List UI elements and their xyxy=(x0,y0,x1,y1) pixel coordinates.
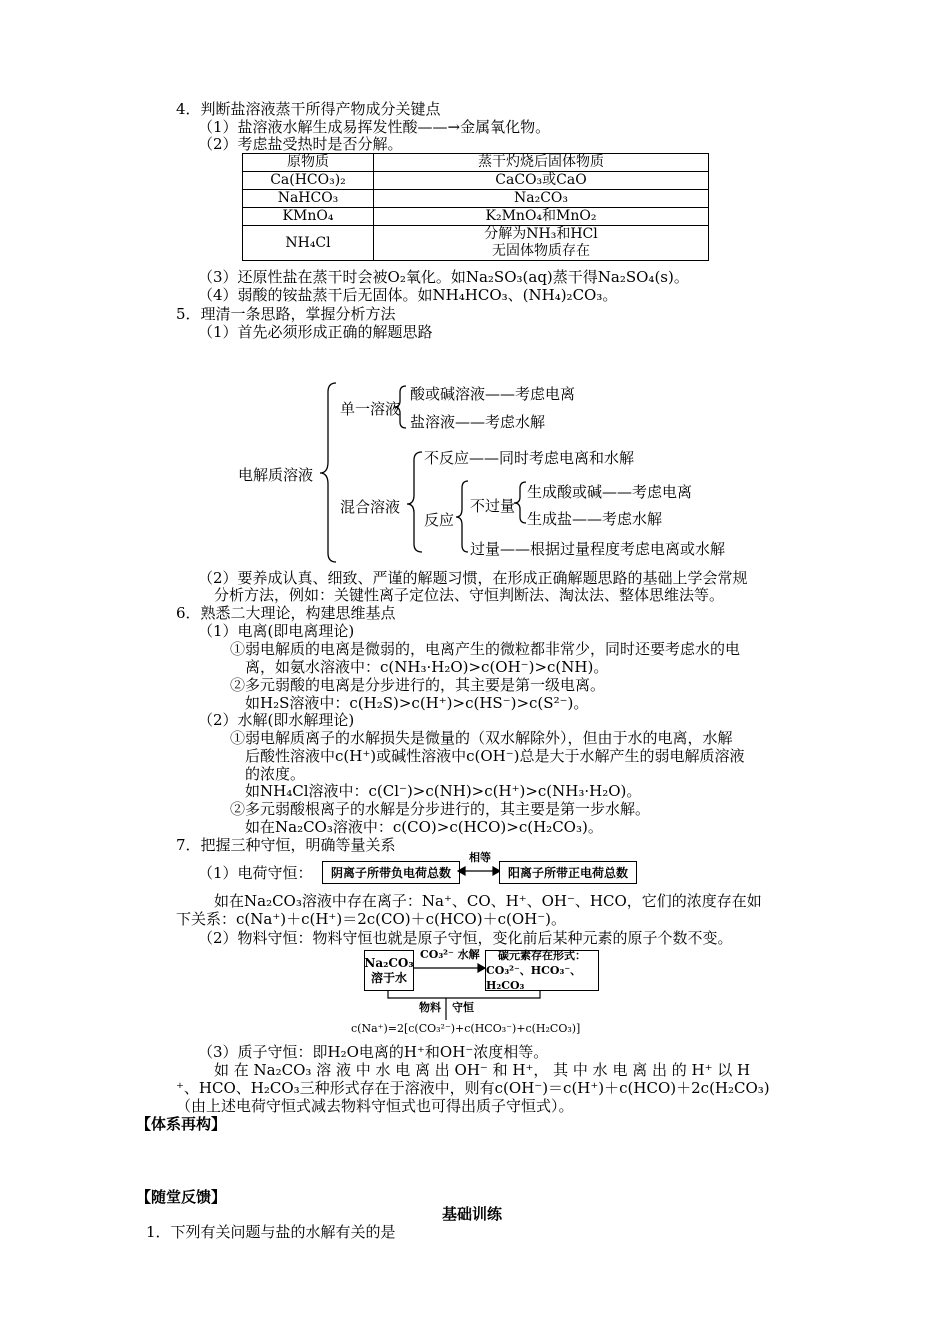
material-label-left: 物料 xyxy=(419,1001,441,1014)
section-6-p1a2: 离，如氨水溶液中：c(NH₃·H₂O)>c(OH⁻)>c(NH)。 xyxy=(245,658,609,676)
table-cell: KMnO₄ xyxy=(243,208,374,226)
tree-salt: 盐溶液——考虑水解 xyxy=(410,413,546,431)
table-header-row xyxy=(243,154,709,172)
table-cell: K₂MnO₄和MnO₂ xyxy=(374,208,709,226)
section-4-title: 4．判断盐溶液蒸干所得产物成分关键点 xyxy=(176,100,441,118)
section-4-p4: （4）弱酸的铵盐蒸干后无固体。如NH₄HCO₃、(NH₄)₂CO₃。 xyxy=(198,286,618,304)
table-cell-line: 分解为NH₃和HCl xyxy=(484,226,598,242)
table-header: 蒸干灼烧后固体物质 xyxy=(374,154,709,172)
heading-system-rebuild: 【体系再构】 xyxy=(136,1115,227,1133)
table-row xyxy=(243,208,709,226)
section-7-p1a: 如在Na₂CO₃溶液中存在离子：Na⁺、CO、H⁺、OH⁻、HCO，它们的浓度存在如 xyxy=(214,892,762,910)
section-5-p2b: 分析方法，例如：关键性离子定位法、守恒判断法、淘汰法、整体思维法等。 xyxy=(214,586,725,604)
tree-acid-base: 酸或碱溶液——考虑电离 xyxy=(410,385,576,403)
tree-root: 电解质溶液 xyxy=(238,466,314,484)
section-6-p2c: 如在Na₂CO₃溶液中：c(CO)>c(HCO)>c(H₂CO₃)。 xyxy=(245,818,603,836)
table-cell: Ca(HCO₃)₂ xyxy=(243,172,374,190)
tree-mixed: 混合溶液 xyxy=(340,498,401,516)
box-na2co3-line2: 溶于水 xyxy=(370,970,407,985)
section-6-p1b: ②多元弱酸的电离是分步进行的，其主要是第一级电离。 xyxy=(230,676,606,694)
section-6-title: 6．熟悉二大理论，构建思维基点 xyxy=(176,604,396,622)
tree-react: 反应 xyxy=(424,511,455,529)
table-cell-line: 无固体物质存在 xyxy=(492,243,590,259)
question-1: 1．下列有关问题与盐的水解有关的是 xyxy=(146,1223,396,1241)
box-na2co3-line1: Na₂CO₃ xyxy=(364,955,414,970)
section-5-title: 5．理清一条思路，掌握分析方法 xyxy=(176,305,396,323)
section-6-p2a1: ①弱电解质离子的水解损失是微量的（双水解除外），但由于水的电离，水解 xyxy=(230,729,733,747)
table-row xyxy=(243,172,709,190)
heading-feedback: 【随堂反馈】 xyxy=(136,1188,227,1206)
section-7-p3: （3）质子守恒：即H₂O电离的H⁺和OH⁻浓度相等。 xyxy=(198,1043,549,1061)
table-cell: NH₄Cl xyxy=(243,226,374,261)
section-4-p1: （1）盐溶液水解生成易挥发性酸——→金属氧化物。 xyxy=(198,118,551,136)
salt-table xyxy=(242,153,709,261)
table-cell: CaCO₃或CaO xyxy=(374,172,709,190)
section-4-p3: （3）还原性盐在蒸干时会被O₂氧化。如Na₂SO₃(aq)蒸干得Na₂SO₄(s)。 xyxy=(198,268,689,286)
section-4-p2: （2）考虑盐受热时是否分解。 xyxy=(198,135,403,153)
brace-react xyxy=(456,481,468,552)
box-carbon-forms-line2: CO₃²⁻、HCO₃⁻、H₂CO₃ xyxy=(486,964,582,992)
section-6-p1: （1）电离(即电离理论) xyxy=(198,622,355,640)
section-7-p1: （1）电荷守恒： xyxy=(198,864,313,882)
table-cell: Na₂CO₃ xyxy=(374,190,709,208)
section-7-p3c: （由上述电荷守恒式减去物料守恒式也可得出质子守恒式）。 xyxy=(176,1097,574,1115)
table-cell xyxy=(374,226,709,261)
hydrolysis-label: CO₃²⁻ 水解 xyxy=(420,948,480,961)
table-header: 原物质 xyxy=(243,154,374,172)
box-carbon-forms-line1: 碳元素存在形式： xyxy=(498,949,586,962)
tree-gen-acid: 生成酸或碱——考虑电离 xyxy=(527,483,693,501)
tree-excess: 过量——根据过量程度考虑电离或水解 xyxy=(470,540,726,558)
section-6-p1a1: ①弱电解质的电离是微弱的，电离产生的微粒都非常少，同时还要考虑水的电 xyxy=(230,640,741,658)
box-negative-charge: 阴离子所带负电荷总数 xyxy=(322,861,460,884)
box-na2co3 xyxy=(364,950,414,991)
section-7-p2: （2）物料守恒：物料守恒也就是原子守恒，变化前后某种元素的原子个数不变。 xyxy=(198,929,733,947)
brace-not-excess xyxy=(514,482,526,523)
box-carbon-forms xyxy=(485,950,599,991)
section-7-p3b: ⁺、HCO、H₂CO₃三种形式存在于溶液中，则有c(OH⁻)＝c(H⁺)＋c(HCO)＋2c(H₂CO₃) xyxy=(176,1079,770,1097)
brace-root xyxy=(320,383,336,562)
table-row xyxy=(243,190,709,208)
section-7-title: 7．把握三种守恒，明确等量关系 xyxy=(176,836,396,854)
tree-gen-salt: 生成盐——考虑水解 xyxy=(527,510,663,528)
heading-basic-training: 基础训练 xyxy=(442,1205,503,1223)
tree-single: 单一溶液 xyxy=(340,400,401,418)
section-6-p1c: 如H₂S溶液中：c(H₂S)>c(H⁺)>c(HS⁻)>c(S²⁻)。 xyxy=(245,694,589,712)
table-row xyxy=(243,226,709,261)
material-label-right: 守恒 xyxy=(452,1001,474,1014)
section-6-p2b: ②多元弱酸根离子的水解是分步进行的，其主要是第一步水解。 xyxy=(230,800,651,818)
section-6-p2a4: 如NH₄Cl溶液中：c(Cl⁻)>c(NH)>c(H⁺)>c(NH₃·H₂O)。 xyxy=(245,782,642,800)
section-6-p2a2: 后酸性溶液中c(H⁺)或碱性溶液中c(OH⁻)总是大于水解产生的弱电解质溶液 xyxy=(245,747,745,765)
section-5-p2a: （2）要养成认真、细致、严谨的解题习惯，在形成正确解题思路的基础上学会常规 xyxy=(198,569,748,587)
table-cell: NaHCO₃ xyxy=(243,190,374,208)
section-6-p2: （2）水解(即水解理论) xyxy=(198,711,355,729)
section-7-p3a: 如 在 Na₂CO₃ 溶 液 中 水 电 离 出 OH⁻ 和 H⁺， 其 中 水 电 离 出 的 H⁺ 以 H xyxy=(214,1061,751,1079)
tree-not-excess: 不过量 xyxy=(470,497,516,515)
material-formula: c(Na⁺)=2[c(CO₃²⁻)+c(HCO₃⁻)+c(H₂CO₃)] xyxy=(351,1022,581,1035)
section-5-p1: （1）首先必须形成正确的解题思路 xyxy=(198,323,433,341)
tree-no-react: 不反应——同时考虑电离和水解 xyxy=(424,449,635,467)
equal-label: 相等 xyxy=(469,851,491,864)
brace-mixed xyxy=(407,452,422,552)
section-7-p1b: 下关系：c(Na⁺)＋c(H⁺)＝2c(CO)＋c(HCO)＋c(OH⁻)。 xyxy=(176,910,566,928)
section-6-p2a3: 的浓度。 xyxy=(245,765,306,783)
box-positive-charge: 阳离子所带正电荷总数 xyxy=(499,861,637,884)
